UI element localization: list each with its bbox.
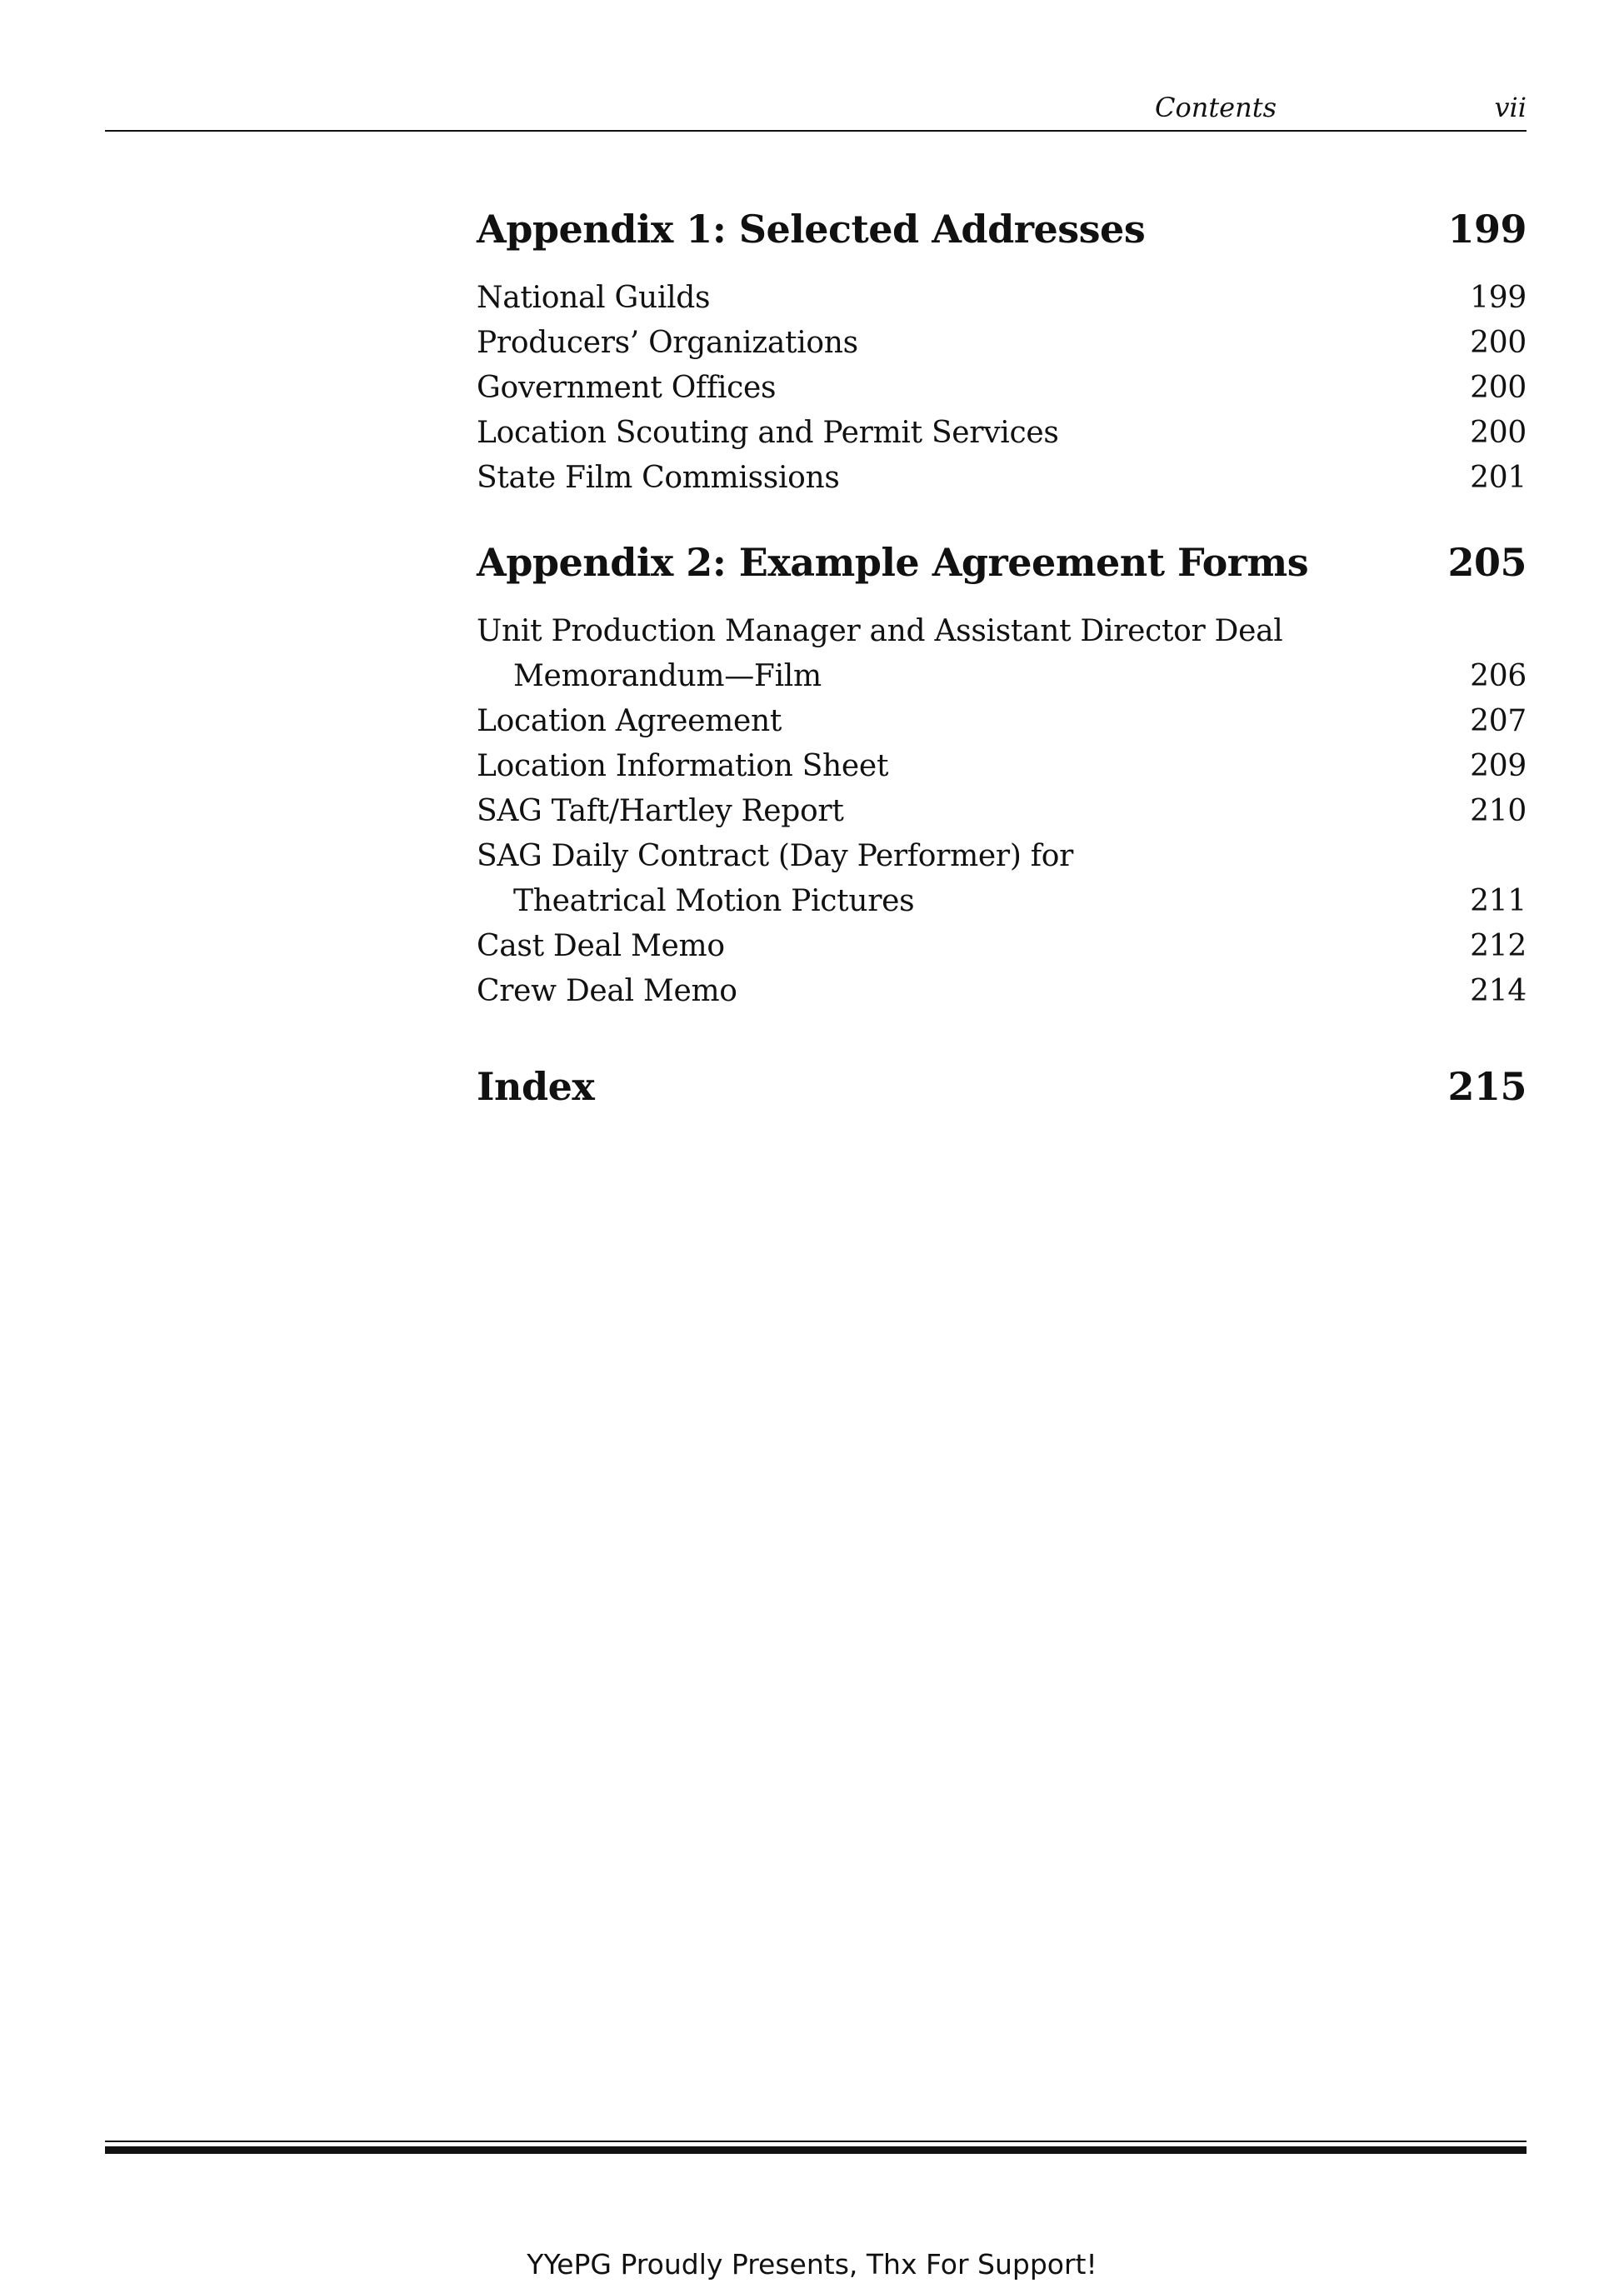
footer-credit: YYePG Proudly Presents, Thx For Support! [527, 2248, 1097, 2281]
toc-entry-label: Government Offices [477, 371, 777, 405]
toc-entry-page: 212 [1470, 929, 1527, 963]
toc-entry[interactable] [477, 929, 1527, 963]
running-head [105, 92, 1527, 128]
toc-entry[interactable] [477, 461, 1527, 495]
toc-entry[interactable] [477, 371, 1527, 405]
footer-rule-thin [105, 2141, 1527, 2142]
toc-entry[interactable] [477, 281, 1527, 315]
toc-entry-page: 209 [1470, 749, 1527, 783]
toc-entry-label: National Guilds [477, 281, 711, 315]
toc-heading-label: Index [477, 1064, 595, 1109]
toc-entry-continuation[interactable] [477, 884, 1527, 918]
toc-entry[interactable] [477, 704, 1527, 738]
toc-entry-label: Cast Deal Memo [477, 929, 725, 963]
toc-heading-label: Appendix 2: Example Agreement Forms [477, 540, 1309, 585]
running-head-title: Contents [1154, 92, 1277, 123]
toc-entry-label: Theatrical Motion Pictures [513, 884, 915, 918]
toc-heading-appendix-1[interactable] [477, 207, 1527, 252]
toc-entry-label: Memorandum—Film [513, 659, 822, 693]
toc-entry-label: SAG Taft/Hartley Report [477, 794, 844, 828]
toc-entry-page: 211 [1470, 884, 1527, 918]
toc-entry-page: 201 [1470, 461, 1527, 495]
header-rule [105, 130, 1527, 132]
toc-entry-page: 200 [1470, 326, 1527, 360]
toc-entry-label: SAG Daily Contract (Day Performer) for [477, 839, 1074, 873]
toc-entry-label: Crew Deal Memo [477, 974, 737, 1008]
toc-entry[interactable] [477, 974, 1527, 1008]
toc-entry-page: 199 [1470, 281, 1527, 315]
toc-entry-continuation[interactable] [477, 659, 1527, 693]
toc-heading-page: 215 [1447, 1064, 1527, 1109]
toc-entry-label: State Film Commissions [477, 461, 840, 495]
footer-rule-thick [105, 2146, 1527, 2154]
toc-entry-page: 207 [1470, 704, 1527, 738]
toc-entry-page: 214 [1470, 974, 1527, 1008]
toc-entry[interactable] [477, 614, 1527, 648]
toc-heading-appendix-2[interactable] [477, 540, 1527, 585]
toc-entry[interactable] [477, 839, 1527, 873]
toc-entry-label: Location Agreement [477, 704, 782, 738]
toc-entry[interactable] [477, 749, 1527, 783]
toc-entry-label: Unit Production Manager and Assistant Director Deal [477, 614, 1283, 648]
toc-entry[interactable] [477, 794, 1527, 828]
toc-entry[interactable] [477, 416, 1527, 450]
toc-heading-label: Appendix 1: Selected Addresses [477, 207, 1146, 252]
toc-heading-page: 199 [1447, 207, 1527, 252]
toc-heading-page: 205 [1447, 540, 1527, 585]
toc-entry-label: Producers’ Organizations [477, 326, 858, 360]
toc-entry-page: 200 [1470, 416, 1527, 450]
toc-entry[interactable] [477, 326, 1527, 360]
toc-entry-page: 206 [1470, 659, 1527, 693]
toc-entry-page: 210 [1470, 794, 1527, 828]
running-head-page-number: vii [1494, 92, 1527, 123]
toc-entry-page: 200 [1470, 371, 1527, 405]
toc-entry-label: Location Scouting and Permit Services [477, 416, 1059, 450]
toc-entry-label: Location Information Sheet [477, 749, 889, 783]
toc-heading-index[interactable] [477, 1064, 1527, 1109]
